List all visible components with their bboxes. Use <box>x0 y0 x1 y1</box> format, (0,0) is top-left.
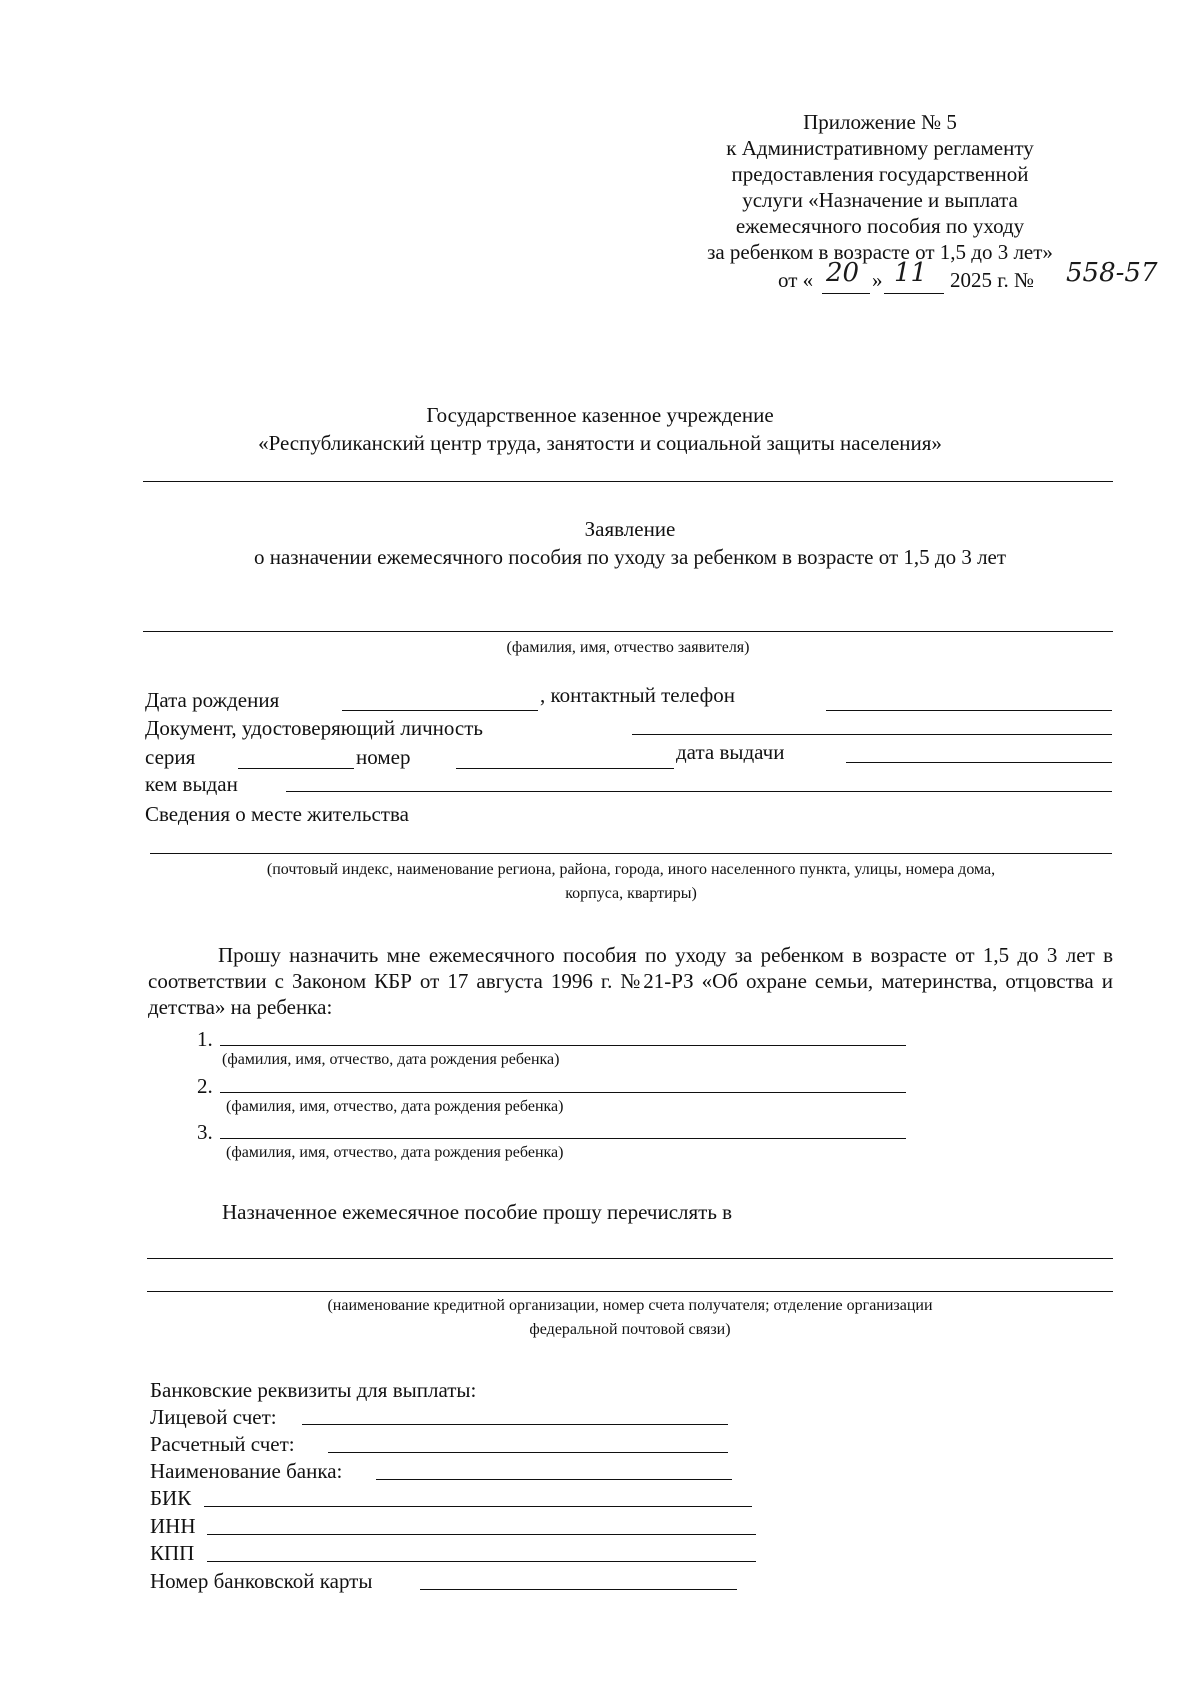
residence-field[interactable] <box>150 853 1112 854</box>
address-caption-1: (почтовый индекс, наименование региона, района, города, иного населенного пункта, улицы, номера дома, <box>266 861 996 878</box>
bank-field-label: Лицевой счет: <box>150 1405 277 1429</box>
birth-date-field[interactable] <box>342 710 538 711</box>
bik-field[interactable] <box>204 1506 752 1507</box>
child-2-field[interactable] <box>220 1092 906 1093</box>
child-number: 1. <box>197 1027 213 1051</box>
transfer-field-2[interactable] <box>147 1291 1113 1292</box>
id-document-field[interactable] <box>632 734 1112 735</box>
request-paragraph: Прошу назначить мне ежемесячного пособия по уходу за ребенком в возрасте от 1,5 до 3 лет в соответствии с Законом КБР от 17 августа 1996 г. №21-РЗ «Об охране семьи, материнства, отцовства и детства» на ребенка: <box>148 943 1113 1019</box>
application-subtitle: о назначении ежемесячного пособия по уходу за ребенком в возрасте от 1,5 до 3 лет <box>253 545 1007 569</box>
child-caption: (фамилия, имя, отчество, дата рождения ребенка) <box>226 1144 564 1161</box>
application-title: Заявление <box>584 517 676 541</box>
transfer-caption-1: (наименование кредитной организации, номер счета получателя; отделение организации <box>327 1297 933 1314</box>
institution-underline <box>143 481 1113 482</box>
transfer-caption-2: федеральной почтовой связи) <box>529 1321 731 1338</box>
date-day-line <box>822 293 870 294</box>
bank-field-label: КПП <box>150 1541 195 1565</box>
transfer-text: Назначенное ежемесячное пособие прошу перечислять в <box>222 1200 733 1224</box>
bank-card-number-field[interactable] <box>420 1589 737 1590</box>
applicant-name-caption: (фамилия, имя, отчество заявителя) <box>506 639 750 656</box>
phone-field[interactable] <box>826 710 1112 711</box>
number-field[interactable] <box>456 768 674 769</box>
bank-name-field[interactable] <box>376 1479 732 1480</box>
institution-line-1: Государственное казенное учреждение <box>426 403 774 427</box>
date-month-handwritten: 11 <box>894 258 928 288</box>
settlement-account-field[interactable] <box>328 1452 728 1453</box>
transfer-field-1[interactable] <box>147 1258 1113 1259</box>
birth-date-label: Дата рождения <box>145 688 280 712</box>
appendix-line: к Административному регламенту <box>726 136 1034 160</box>
personal-account-field[interactable] <box>302 1424 728 1425</box>
institution-line-2: «Республиканский центр труда, занятости и социальной защиты населения» <box>258 431 942 455</box>
number-label: номер <box>356 745 411 769</box>
appendix-line: Приложение № 5 <box>803 110 957 134</box>
bank-field-label: ИНН <box>150 1514 196 1538</box>
issue-date-field[interactable] <box>846 762 1112 763</box>
applicant-name-field[interactable] <box>143 631 1113 632</box>
address-caption-2: корпуса, квартиры) <box>565 885 697 902</box>
appendix-date-prefix: от « <box>778 268 814 292</box>
bank-heading: Банковские реквизиты для выплаты: <box>150 1378 477 1402</box>
appendix-line: ежемесячного пособия по уходу <box>735 214 1025 238</box>
child-3-field[interactable] <box>220 1138 906 1139</box>
bank-field-label: Номер банковской карты <box>150 1569 373 1593</box>
id-document-label: Документ, удостоверяющий личность <box>145 716 483 740</box>
series-label: серия <box>145 745 196 769</box>
inn-field[interactable] <box>207 1534 756 1535</box>
child-caption: (фамилия, имя, отчество, дата рождения ребенка) <box>222 1051 560 1068</box>
series-field[interactable] <box>238 768 354 769</box>
date-day-handwritten: 20 <box>826 258 860 288</box>
child-1-field[interactable] <box>220 1045 906 1046</box>
issued-by-label: кем выдан <box>145 772 238 796</box>
phone-label: , контактный телефон <box>540 683 735 707</box>
child-caption: (фамилия, имя, отчество, дата рождения ребенка) <box>226 1098 564 1115</box>
child-number: 2. <box>197 1074 213 1098</box>
appendix-line: услуги «Назначение и выплата <box>742 188 1018 212</box>
kpp-field[interactable] <box>207 1561 756 1562</box>
appendix-line: предоставления государственной <box>731 162 1029 186</box>
doc-number-handwritten: 558-57 <box>1066 258 1158 288</box>
child-number: 3. <box>197 1120 213 1144</box>
residence-label: Сведения о месте жительства <box>145 802 409 826</box>
appendix-date-year: 2025 г. № <box>950 268 1035 292</box>
issue-date-label: дата выдачи <box>676 740 785 764</box>
date-month-line <box>884 293 944 294</box>
issued-by-field[interactable] <box>286 791 1112 792</box>
appendix-date-mid: » <box>872 268 883 292</box>
bank-field-label: Наименование банка: <box>150 1459 343 1483</box>
bank-field-label: БИК <box>150 1486 192 1510</box>
appendix-line: за ребенком в возрасте от 1,5 до 3 лет» <box>707 240 1053 264</box>
bank-field-label: Расчетный счет: <box>150 1432 295 1456</box>
